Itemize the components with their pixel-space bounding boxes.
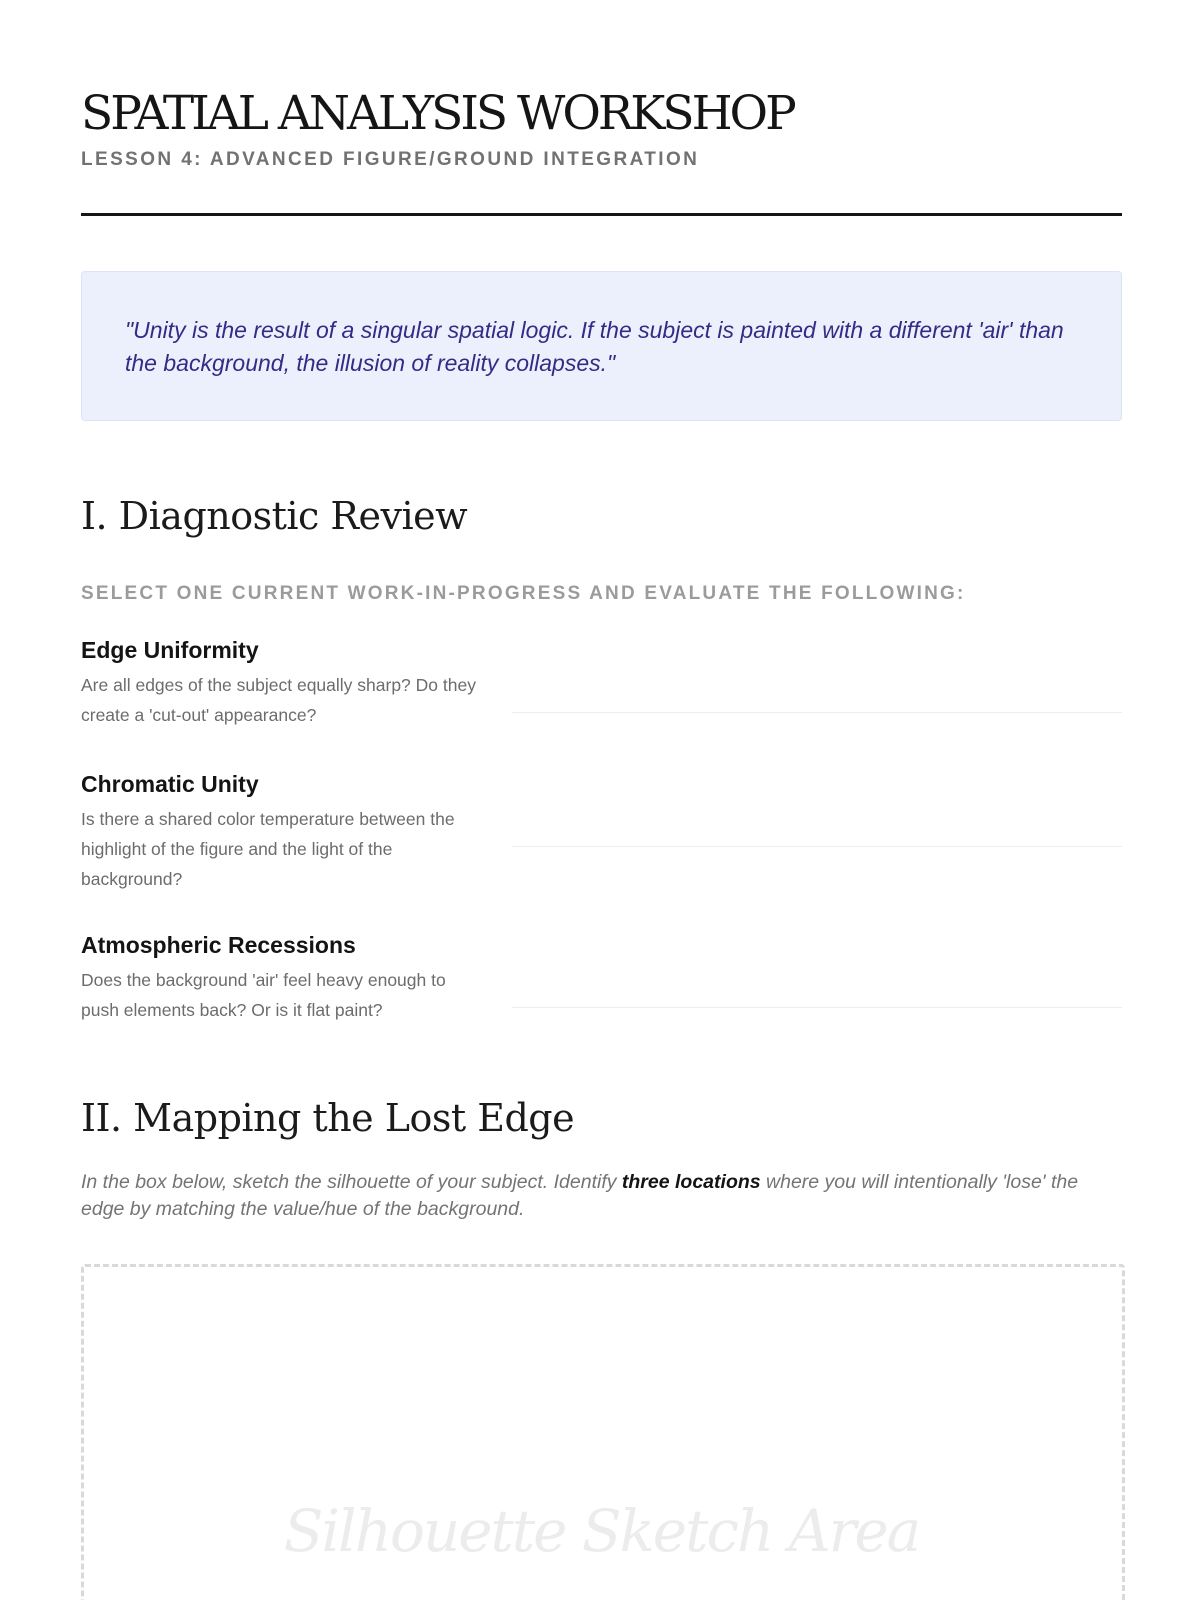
lead-emphasis: three locations [621, 1171, 761, 1193]
sketch-area-label: Silhouette Sketch Area [283, 1497, 920, 1565]
review-item-title: Atmospheric Recessions [81, 932, 356, 958]
lead-text-start: In the box below, sketch the silhouette of your subject. Identify [81, 1171, 622, 1193]
section-lead-text [81, 1169, 1122, 1223]
answer-line[interactable] [512, 712, 1122, 713]
answer-line[interactable] [512, 1007, 1122, 1008]
answer-line[interactable] [512, 846, 1122, 847]
review-item-description: Are all edges of the subject equally sharp? Do they create a 'cut-out' appearance? [81, 675, 476, 725]
review-item-title: Edge Uniformity [81, 637, 259, 663]
section-heading-diagnostic-review: I. Diagnostic Review [81, 494, 468, 538]
quote-text: "Unity is the result of a singular spatial logic. If the subject is painted with a different 'air' than the background, the illusion of reality collapses." [125, 317, 1064, 376]
lesson-subtitle: LESSON 4: ADVANCED FIGURE/GROUND INTEGRATION [81, 149, 700, 170]
section-heading-mapping-lost-edge: II. Mapping the Lost Edge [81, 1096, 575, 1140]
review-item-description: Is there a shared color temperature between the highlight of the figure and the light of the background? [81, 809, 455, 889]
header-divider [81, 213, 1122, 216]
lead-text-end: where you will intentionally 'lose' the edge by matching the value/hue of the background. [81, 1171, 1079, 1220]
page-title: SPATIAL ANALYSIS WORKSHOP [81, 86, 794, 141]
quote-callout [81, 271, 1122, 421]
review-item-title: Chromatic Unity [81, 771, 259, 797]
section-instruction: SELECT ONE CURRENT WORK-IN-PROGRESS AND EVALUATE THE FOLLOWING: [81, 583, 966, 604]
review-item-description: Does the background 'air' feel heavy enough to push elements back? Or is it flat paint? [81, 970, 446, 1020]
